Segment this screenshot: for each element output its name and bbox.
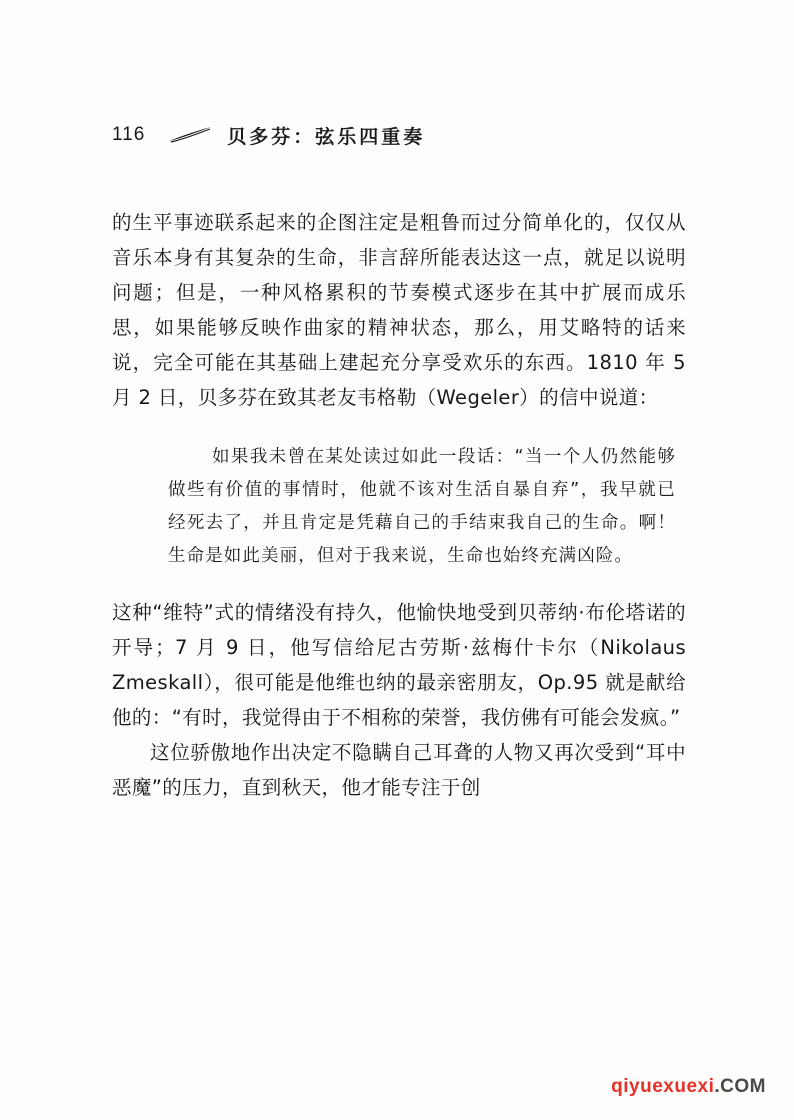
watermark-site-name: qiyuexuexi bbox=[611, 1076, 715, 1097]
body-text bbox=[112, 205, 686, 805]
blockquote-letter bbox=[112, 441, 686, 573]
running-head bbox=[112, 118, 692, 152]
paragraph-2: 这种“维特”式的情绪没有持久，他愉快地受到贝蒂纳·布伦塔诺的开导；7 月 9 日，他写信给尼古劳斯·兹梅什卡尔（Nikolaus Zmeskall），很可能是他维也纳的最亲密朋友，Op.95 就是献给他的：“有时，我觉得由于不相称的荣誉，我仿佛有可能会发疯。” bbox=[112, 601, 686, 729]
paragraph-3: 这位骄傲地作出决定不隐瞒自己耳聋的人物又再次受到“耳中恶魔”的压力，直到秋天，他才能专注于创 bbox=[112, 741, 686, 799]
leaf-ornament-icon bbox=[167, 126, 213, 144]
blockquote-text: 如果我未曾在某处读过如此一段话：“当一个人仍然能够做些有价值的事情时，他就不该对生活自暴自弃”，我早就已经死去了，并且肯定是凭藉自己的手结束我自己的生命。啊！生命是如此美丽，但对于我来说，生命也始终充满凶险。 bbox=[168, 447, 676, 566]
paragraph-1: 的生平事迹联系起来的企图注定是粗鲁而过分简单化的，仅仅从音乐本身有其复杂的生命，非言辞所能表达这一点，就足以说明问题；但是，一种风格累积的节奏模式逐步在其中扩展而成乐思，如果能够反映作曲家的精神状态，那么，用艾略特的话来说，完全可能在其基础上建起充分享受欢乐的东西。1810 年 5 月 2 日，贝多芬在致其老友韦格勒（Wegeler）的信中说道： bbox=[112, 211, 686, 409]
page-number: 116 bbox=[112, 124, 146, 145]
running-title: 贝多芬：弦乐四重奏 bbox=[227, 125, 426, 148]
watermark-tld: .COM bbox=[714, 1076, 766, 1097]
watermark bbox=[611, 1076, 766, 1098]
